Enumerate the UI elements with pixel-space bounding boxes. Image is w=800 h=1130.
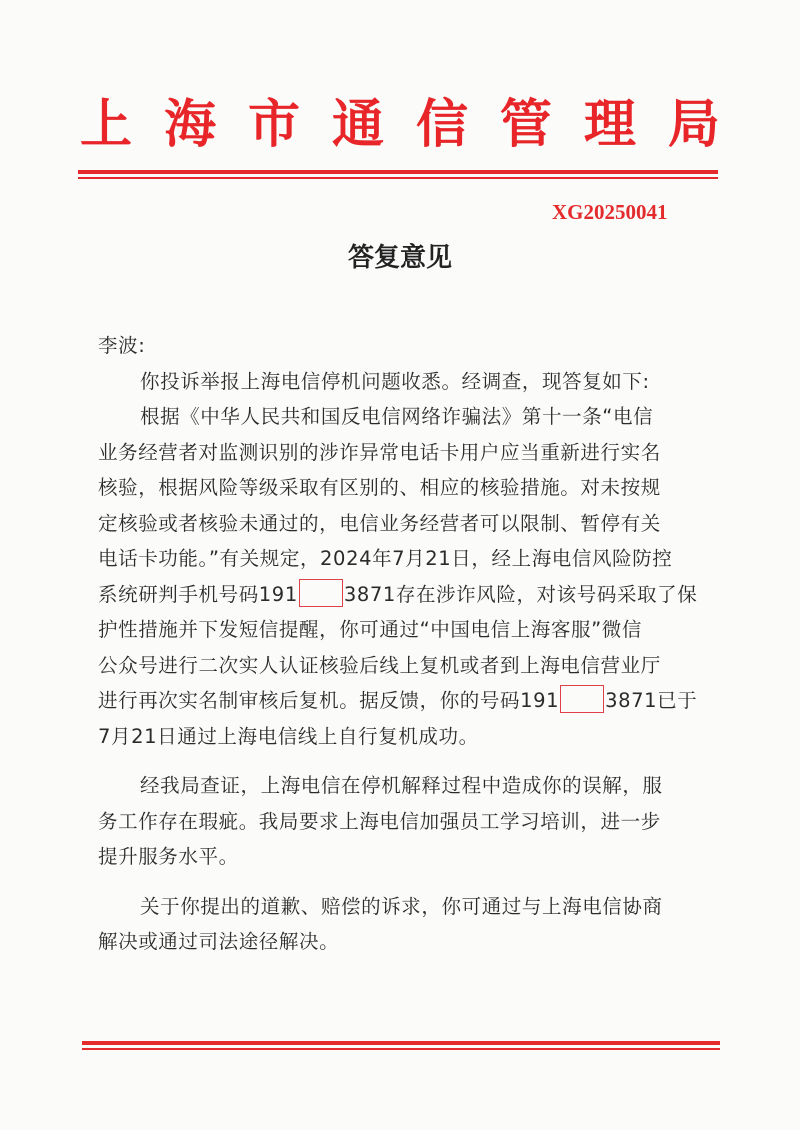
paragraph-line: 7月21日通过上海电信线上自行复机成功。 (98, 724, 479, 748)
document-number: XG20250041 (552, 200, 668, 224)
org-title-char: 上 (80, 94, 133, 155)
pen-mark (628, 905, 636, 913)
phone-suffix-text: 3871存在涉诈风险，对该号码采取了保 (343, 582, 698, 606)
paragraph-line (98, 683, 718, 719)
footer-rule-thin (82, 1048, 720, 1050)
phone-prefix-text: 进行再次实名制审核后复机。据反馈，你的号码191 (98, 689, 560, 712)
paragraph-line: 根据《中华人民共和国反电信网络诈骗法》第十一条“电信 (140, 405, 654, 428)
paragraph-line: 关于你提出的道歉、赔偿的诉求，你可通过与上海电信协商 (140, 894, 663, 918)
header-rule-thin (78, 177, 718, 179)
salutation: 李波: (98, 334, 146, 357)
paragraph-line: 业务经营者对监测识别的涉诈异常电话卡用户应当重新进行实名 (98, 440, 661, 464)
paragraph-line: 解决或通过司法途径解决。 (98, 930, 340, 953)
org-title-char: 理 (583, 94, 636, 155)
org-title-char: 局 (667, 94, 720, 155)
paragraph-gap (98, 875, 718, 889)
org-title-char: 市 (247, 94, 300, 155)
paragraph-line (98, 577, 718, 613)
paragraph-line: 定核验或者核验未通过的，电信业务经营者可以限制、暂停有关 (98, 511, 661, 535)
footer-rule (82, 1041, 720, 1045)
paragraph-gap (98, 754, 718, 768)
paragraph-line: 核验，根据风险等级采取有区别的、相应的核验措施。对未按规 (98, 476, 661, 499)
redaction-box (560, 685, 604, 713)
phone-prefix-text: 系统研判手机号码191 (98, 582, 298, 606)
org-title-char: 通 (331, 94, 384, 155)
org-title (80, 92, 720, 158)
paragraph-line: 公众号进行二次实人认证核验后线上复机或者到上海电信营业厅 (98, 653, 661, 677)
paragraph-line: 电话卡功能。”有关规定，2024年7月21日，经上海电信风险防控 (98, 547, 673, 570)
header-rule (78, 170, 718, 174)
document-heading: 答复意见 (347, 243, 452, 273)
redaction-box (299, 579, 343, 607)
paragraph-line: 你投诉举报上海电信停机问题收悉。经调查，现答复如下: (140, 369, 650, 393)
letter-body (98, 328, 718, 960)
org-title-char: 信 (415, 94, 468, 155)
paragraph-line: 护性措施并下发短信提醒，你可通过“中国电信上海客服”微信 (98, 618, 643, 641)
org-title-char: 管 (499, 94, 552, 155)
paragraph-line: 经我局查证，上海电信在停机解释过程中造成你的误解，服 (140, 774, 663, 797)
org-title-char: 海 (163, 94, 216, 155)
paragraph-line: 务工作存在瑕疵。我局要求上海电信加强员工学习培训，进一步 (98, 809, 661, 833)
paragraph-line: 提升服务水平。 (98, 845, 239, 868)
phone-suffix-text: 3871已于 (605, 689, 698, 712)
